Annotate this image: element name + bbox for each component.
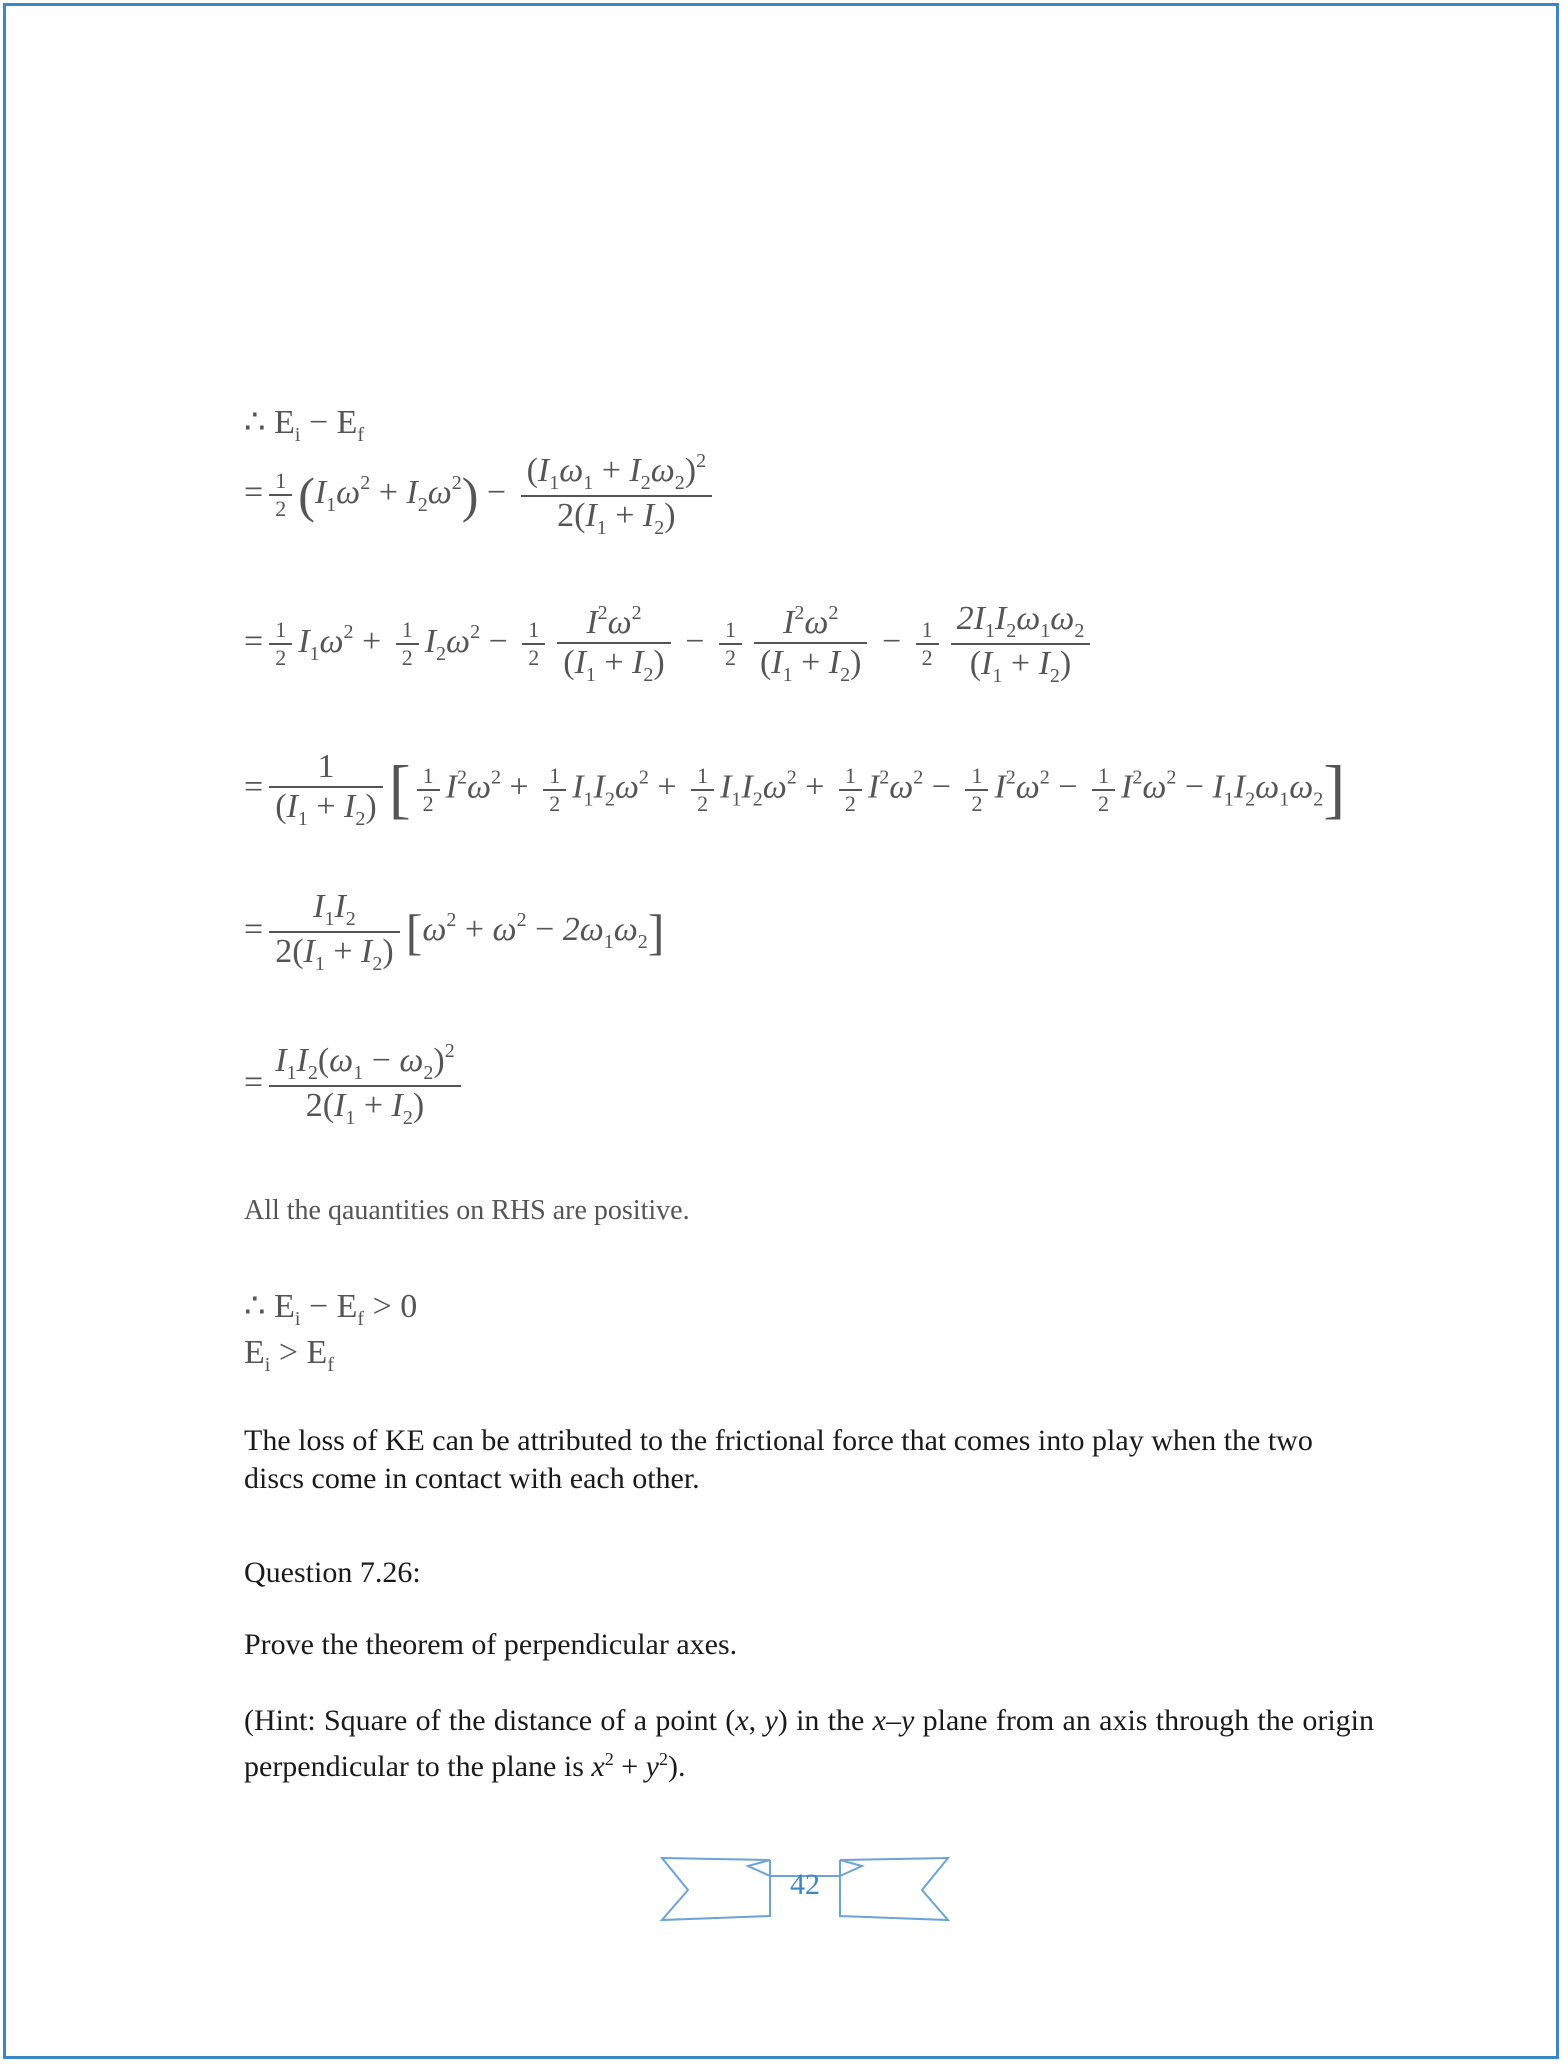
inequality-1: ∴ $E_i - E_f > 0$ (244, 1288, 418, 1330)
question-text: Prove the theorem of perpendicular axes. (244, 1628, 738, 1661)
equation-line-1: ∴ $E_i - E_f$ (244, 404, 365, 446)
positive-note: All the qauantities on RHS are positive. (244, 1195, 690, 1226)
equation-line-4: = $\frac{1}{(I_1 + I_2)}$ [ $\frac{1}{2}$ $I^2\omega^2$ + $\frac{1}{2}$ $I_1I_2\omega^2$ + $\frac{1}{2}$ $I_1I_2\omega^2$ + $\frac{1}{2}$ $I^2\omega^2$ − $\frac{1}{2}$ $I^2\omega^2$ − $\frac{1}{2}$ $I^2\omega^2 - I_1I_2\omega_1\omega_2$] (244, 748, 1346, 830)
page-number: 42 (790, 1868, 820, 1901)
inequality-2: $E_i > E_f$ (244, 1334, 334, 1376)
equation-line-3: = $\frac{1}{2}$ $I_1\omega^2$ + $\frac{1}{2}$ $I_2\omega^2$ − $\frac{1}{2}$ $\frac{I^2\omega^2}{(I_1 + I_2)}$ − $\frac{1}{2}$ $\frac{I^2\omega^2}{(I_1 + I_2)}$ − $\frac{1}{2}$ $\frac{2I_1I_2\omega_1\omega_2}{(I_1 + I_2)}$ (244, 600, 1096, 688)
loss-explanation: The loss of KE can be attributed to the frictional force that comes into play when the two discs come in contact with each other. (244, 1424, 1313, 1495)
equation-line-5: = $\frac{I_1I_2}{2(I_1 + I_2)}$ $[\omega^2 + \omega^2 - 2\omega_1\omega_2]$ (244, 888, 665, 975)
question-label: Question 7.26: (244, 1556, 421, 1589)
equation-line-6: = $\frac{I_1I_2(\omega_1 - \omega_2)^2}{2(I_1 + I_2)}$ (244, 1040, 467, 1130)
hint-text: (Hint: Square of the distance of a point (x, y) in the x–y plane from an axis through the origin perpendicular to the plane is $x^2 + y^2$). (244, 1704, 1375, 1783)
page-footer (660, 1850, 950, 1926)
equation-line-2: = $\frac{1}{2}$ $(I_1\omega^2 + I_2\omega^2)$ − $\frac{(I_1\omega_1 + I_2\omega_2)^2}{2(I_1 + I_2)}$ (244, 450, 718, 540)
